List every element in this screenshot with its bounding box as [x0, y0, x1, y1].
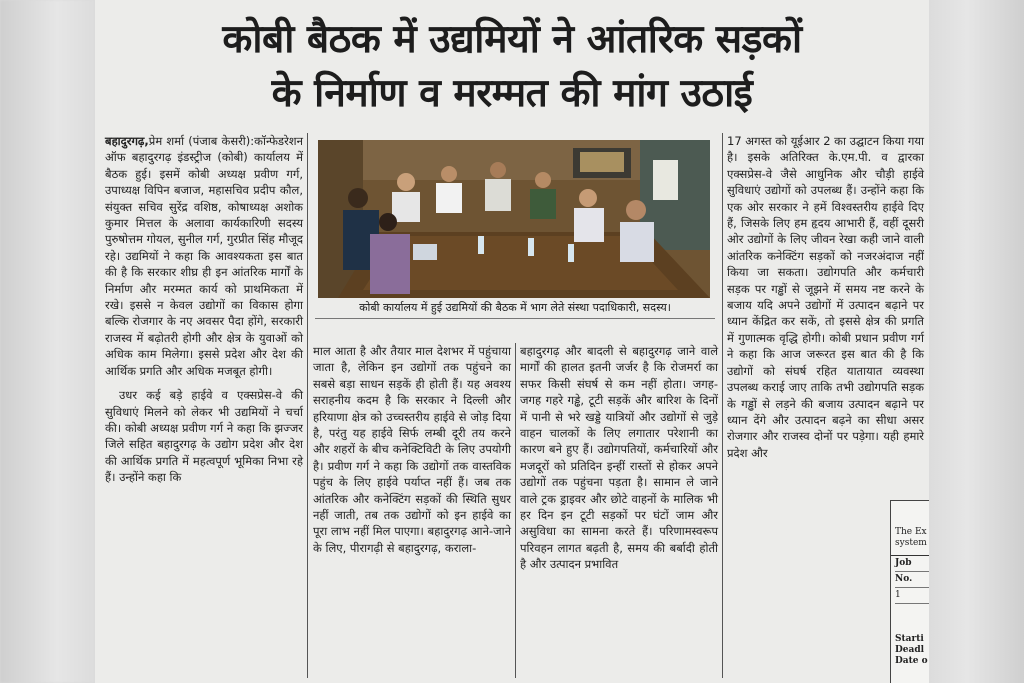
column-divider-2 [515, 343, 516, 678]
meeting-photo [318, 140, 710, 298]
background-right-blur [929, 0, 1024, 683]
newspaper-clipping [95, 0, 929, 683]
column-1-text-1: प्रेम शर्मा (पंजाब केसरी):कॉन्फेडरेशन ऑफ बहादुरगढ़ इंडस्ट्रीज (कोबी) कार्यालय में बैठक हुई। इसमें कोबी अध्यक्ष प्रवीण गर्ग, उपाध्यक्ष विपिन बजाज, महासचिव प्रदीप कौल, संयुक्त सचिव सुरेंद्र वशिष्ठ, कोषाध्यक्ष अशोक कुमार मित्तल के अलावा कार्यकारिणी सदस्य पुरुषोत्तम गोयल, सुनील गर्ग, गुरप्रीत सिंह मौजूद रहे। उद्यमियों ने कहा कि आवश्यकता इस बात की है कि सरकार शीघ्र ही इन आंतरिक मार्गों के निर्माण और मरम्मत कार्य को प्राथमिकता में रखे। इससे न केवल उद्योगों का विकास होगा बल्कि रोजगार के नए अवसर पैदा होंगे, सरकारी राजस्व में बढ़ोतरी होगी और क्षेत्र के युवाओं को अधिक काम मिलेगा। इससे प्रदेश और देश की आर्थिक प्रगति और अधिक मजबूत होगी। [105, 134, 303, 378]
photo-caption: कोबी कार्यालय में हुई उद्यमियों की बैठक में भाग लेते संस्था पदाधिकारी, सदस्य। [315, 300, 715, 319]
article-column-1 [105, 133, 303, 486]
ad-table-header-2: No. [895, 572, 929, 588]
ad-footer-line-1: Starti [895, 634, 924, 644]
column-1-paragraph-1 [105, 133, 303, 379]
ad-table-header-1: Job [895, 556, 929, 572]
dateline: बहादुरगढ़, [105, 134, 149, 148]
article-column-2: माल आता है और तैयार माल देशभर में पहुंचाया जाता है, लेकिन इन उद्योगों तक पहुंचने का सबसे बड़ा साधन सड़कें ही होती हैं। यह अवश्य सराहनीय कदम है कि सरकार ने दिल्ली और हरियाणा क्षेत्र को उच्चस्तरीय हाईवे से जोड़ दिया है, परंतु यह हाईवे सिर्फ लम्बी दूरी तय करने और शहरों के बीच कनेक्टिविटी के लिए उपयोगी है। प्रवीण गर्ग ने कहा कि उद्योगों तक वास्तविक पहुंच के लिए हाईवे पर्याप्त नहीं हैं। जब तक आंतरिक और कनेक्टिंग सड़कों की स्थिति सुधर नहीं जाती, तब तक उद्योगों को इन हाईवे का पूरा लाभ नहीं मिल पाएगा। बहादुरगढ़ आने-जाने के लिए, पीरागढ़ी से बहादुरगढ़, कराला- [313, 344, 511, 555]
advertisement-fragment [890, 500, 929, 683]
ad-table [891, 555, 929, 604]
ad-table-row: 1 [895, 588, 929, 604]
ad-footer-line-3: Date o [895, 656, 928, 666]
article-column-4: 17 अगस्त को यूईआर 2 का उद्घाटन किया गया है। इसके अतिरिक्त के.एम.पी. व द्वारका एक्सप्रेस-वे जैसे आधुनिक और चौड़ी हाईवे सुविधाएं उद्योगों को उपलब्ध हैं। उन्होंने कहा कि एक ओर सरकार ने हमें विश्वस्तरीय हाईवे दिए हैं, जिसके लिए हम हृदय आभारी हैं, वहीं दूसरी ओर उद्योगों के लिए जीवन रेखा कही जाने वाली आंतरिक कनेक्टिंग सड़कों को नजरअंदाज नहीं किया जा सकता। उद्योगपति और कर्मचारी सड़क पर गड्ढों से जूझने में समय नष्ट करने के बजाय यदि अपने उद्योगों में उत्पादन बढ़ाने पर ध्यान केंद्रित कर सकें, तो इससे क्षेत्र की प्रगति में गुणात्मक वृद्धि होगी। कोबी प्रधान प्रवीण गर्ग ने कहा कि आज जरूरत इस बात की है कि उद्योगों को संघर्ष रहित यातायात व्यवस्था उपलब्ध कराई जाए ताकि तभी उद्योगपति सड़क के गड्ढों से लड़ने की बजाय उत्पादन बढ़ाने पर ध्यान देंगे और उत्पादन बढ़ने का सीधा असर रोजगार और राजस्व दोनों पर पड़ेगा। यही हमारे प्रदेश और [727, 134, 924, 460]
ad-footer-line-2: Deadl [895, 645, 925, 655]
headline-line-2: के निर्माण व मरम्मत की मांग उठाई [271, 71, 753, 116]
ad-heading-line-1: The Ex [895, 527, 927, 537]
headline-line-1: कोबी बैठक में उद्यमियों ने आंतरिक सड़कों [222, 17, 802, 62]
column-divider-3 [722, 133, 723, 678]
column-1-paragraph-2: उधर कई बड़े हाईवे व एक्सप्रेस-वे की सुविधाएं मिलने को लेकर भी उद्यमियों ने चर्चा की। कोबी अध्यक्ष प्रवीण गर्ग ने कहा कि झज्जर जिले सहित बहादुरगढ़ के उद्योग प्रदेश और देश की आर्थिक प्रगति में महत्वपूर्ण भूमिका निभा रहे हैं। उन्होंने कहा कि [105, 388, 303, 485]
background-left-blur [0, 0, 95, 683]
ad-heading-line-2: system [895, 538, 927, 548]
column-divider-1 [307, 133, 308, 678]
article-column-3: बहादुरगढ़ और बादली से बहादुरगढ़ जाने वाले मार्गों की हालत इतनी जर्जर है कि रोजमर्रा का सफर किसी संघर्ष से कम नहीं होता। जगह-जगह गहरे गड्ढे, टूटी सड़कें और बारिश के दिनों में पानी से भरे खड्डे यात्रियों और उद्योगों से जुड़े वाहन चालकों के लिए लगातार परेशानी का कारण बने हुए हैं। उद्योगपतियों, कर्मचारियों और मजदूरों को प्रतिदिन इन्हीं रास्तों से होकर अपने उद्योगों तक पहुंचना पड़ता है। सामान ले जाने वाले ट्रक ड्राइवर और छोटे वाहनों के मालिक भी हर दिन इन टूटी सड़कों पर घंटों जाम और असुविधा का सामना करते हैं। परिणामस्वरूप परिवहन लागत बढ़ती है, समय की बर्बादी होती है और उत्पादन प्रभावित [520, 344, 718, 572]
